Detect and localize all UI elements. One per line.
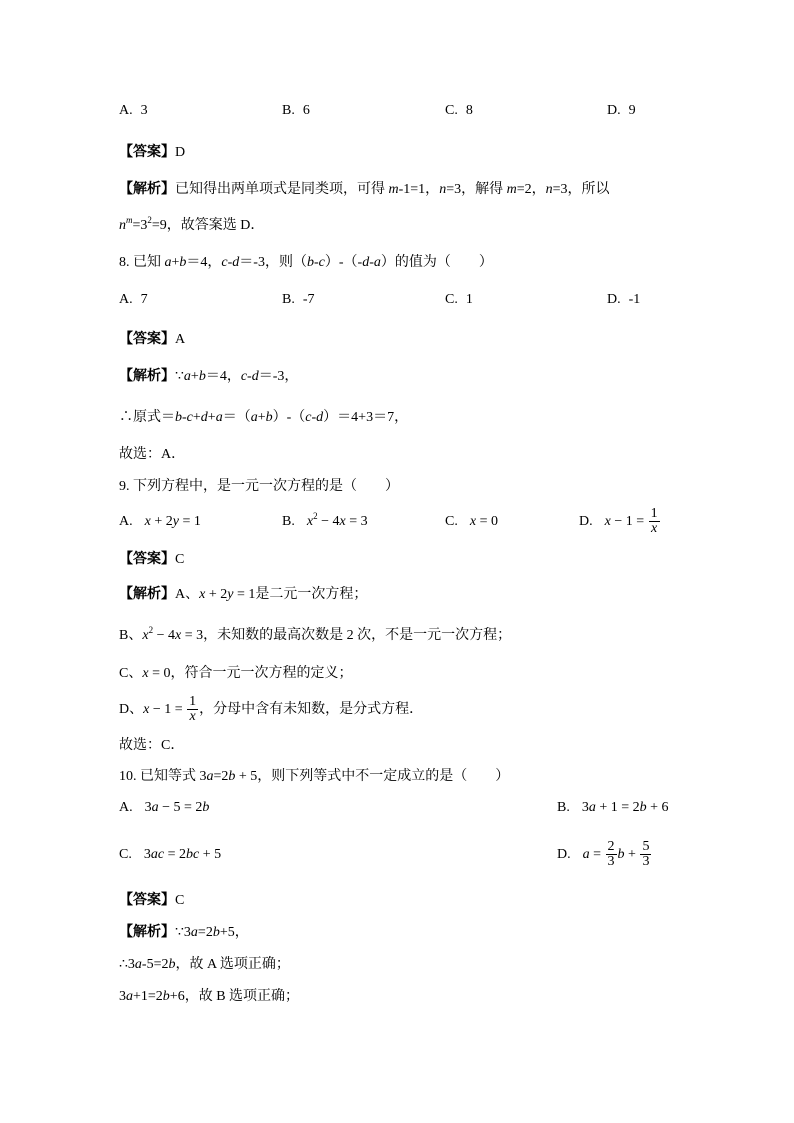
analysis-text: 故选：C． [119, 738, 185, 753]
math-text: + 2 [150, 514, 173, 529]
q8-analysis-line-1 [119, 368, 298, 386]
math-variable: x [306, 514, 314, 529]
analysis-tag: 【解析】 [119, 587, 175, 602]
fraction [187, 695, 198, 724]
analysis-text: + [190, 369, 199, 384]
stem-text: ）的值为（ ） [380, 255, 493, 270]
analysis-text: C、 [119, 666, 143, 681]
option-label: D. [607, 103, 621, 118]
math-text: = 1 [233, 587, 256, 602]
answer-value: C [175, 893, 185, 908]
analysis-text: -1=1， [398, 182, 440, 197]
q7-option-b [282, 102, 310, 120]
option-label: C. [445, 292, 458, 307]
fraction-numerator: 5 [642, 839, 650, 855]
q8-stem [119, 254, 493, 272]
analysis-text: ）-（ [272, 410, 306, 425]
q10-analysis-line-1 [119, 924, 249, 942]
q7-analysis-line-1 [119, 181, 610, 199]
stem-text: =2 [213, 769, 229, 784]
math-variable: c [221, 255, 228, 270]
q7-option-d [607, 102, 636, 120]
option-label: C. [119, 847, 132, 862]
math-variable: b [198, 369, 206, 384]
stem-text: ＝4， [186, 255, 222, 270]
math-text: − 1 = [610, 514, 648, 529]
analysis-text: - [247, 369, 252, 384]
analysis-text: 已知得出两单项式是同类项，可得 [175, 182, 389, 197]
answer-tag: 【答案】 [119, 145, 175, 160]
math-variable: b [202, 800, 210, 815]
math-text: + 5 [199, 847, 222, 862]
math-text: + [624, 847, 640, 862]
stem-text: 9. 下列方程中，是一元一次方程的是（ ） [119, 479, 399, 494]
option-label: B. [282, 103, 295, 118]
fraction [649, 507, 660, 536]
option-value: -1 [628, 292, 641, 307]
analysis-text: ，符合一元一次方程的定义； [170, 666, 353, 681]
stem-text: - [369, 255, 374, 270]
q8-option-b [282, 291, 315, 309]
math-variable: b [228, 769, 236, 784]
analysis-text: ，未知数的最高次数是 2 次，不是一元一次方程； [203, 628, 512, 643]
math-variable: b [212, 925, 220, 940]
math-text: + 1 = 2 [595, 800, 640, 815]
math-variable: b [168, 957, 176, 972]
option-label: B. [282, 514, 295, 529]
answer-value: C [175, 552, 185, 567]
option-value: 8 [465, 103, 473, 118]
math-text: = [589, 847, 605, 862]
analysis-text: =3，解得 [446, 182, 507, 197]
math-variable: c [186, 410, 193, 425]
math-variable: n [439, 182, 447, 197]
analysis-text: +6，故 B 选项正确； [169, 989, 300, 1004]
math-text: + 6 [646, 800, 669, 815]
analysis-text: ）＝4+3＝7， [323, 410, 409, 425]
fraction-denominator: x [651, 521, 658, 537]
math-variable: d [251, 369, 259, 384]
math-variable: m [388, 182, 399, 197]
math-variable: a [134, 957, 142, 972]
analysis-text: ＝（ [222, 410, 251, 425]
math-variable: x [143, 702, 150, 717]
q10-option-d [557, 837, 652, 873]
option-label: D. [557, 847, 571, 862]
stem-text: + 5，则下列等式中不一定成立的是（ ） [235, 769, 510, 784]
q9-analysis-line-2 [119, 627, 511, 645]
math-variable: a [183, 369, 191, 384]
math-variable: d [316, 410, 324, 425]
math-variable: d [232, 255, 240, 270]
option-label: A. [119, 103, 133, 118]
math-variable: a [588, 800, 596, 815]
analysis-text: =3 [132, 218, 148, 233]
math-variable: c [240, 369, 248, 384]
math-variable: a [215, 410, 223, 425]
math-variable: y [172, 514, 179, 529]
q9-analysis-line-4 [119, 692, 423, 728]
q7-option-c [445, 102, 473, 120]
analysis-tag: 【解析】 [119, 925, 175, 940]
math-text: = 3 [345, 514, 368, 529]
math-variable: y [227, 587, 234, 602]
q8-analysis-line-2 [119, 409, 408, 427]
math-variable: m [506, 182, 517, 197]
q10-analysis-line-3 [119, 988, 299, 1006]
math-variable: a [126, 989, 133, 1004]
analysis-text: 故选：A． [119, 447, 186, 462]
math-variable: d [362, 255, 370, 270]
fraction-numerator: 1 [189, 694, 197, 710]
analysis-text: +1=2 [133, 989, 163, 1004]
stem-text: 8. 已知 [119, 255, 165, 270]
math-variable: ac [150, 847, 165, 862]
q8-option-d [607, 291, 640, 309]
math-text: 3 [144, 800, 152, 815]
math-variable: a [373, 255, 381, 270]
analysis-text: + [257, 410, 266, 425]
stem-text: + [171, 255, 180, 270]
math-variable: c [305, 410, 312, 425]
option-label: A. [119, 514, 133, 529]
analysis-text: +5， [219, 925, 249, 940]
q8-option-a [119, 291, 148, 309]
option-label: D. [579, 514, 593, 529]
math-variable: a [250, 410, 258, 425]
fraction [606, 840, 617, 869]
q9-option-a [119, 504, 201, 540]
q7-analysis-line-2 [119, 217, 264, 235]
option-value: 6 [302, 103, 310, 118]
q10-stem [119, 768, 509, 786]
analysis-text: ∵3 [175, 925, 191, 940]
math-variable: b [162, 989, 170, 1004]
analysis-text: A、 [175, 587, 200, 602]
math-exponent: m [126, 215, 133, 225]
math-text: + 2 [205, 587, 228, 602]
stem-text: - [227, 255, 233, 270]
analysis-text: ，分母中含有未知数，是分式方程． [199, 702, 424, 717]
analysis-text: -5=2 [141, 957, 169, 972]
option-value: 3 [140, 103, 148, 118]
stem-text: ）-（- [324, 255, 363, 270]
q10-answer [119, 892, 184, 910]
math-variable: a [190, 925, 198, 940]
math-text: 3 [143, 847, 151, 862]
math-variable: c [318, 255, 325, 270]
math-variable: bc [185, 847, 200, 862]
math-exponent: 2 [148, 625, 154, 635]
answer-tag: 【答案】 [119, 552, 175, 567]
math-variable: x [142, 666, 149, 681]
math-variable: x [604, 514, 611, 529]
math-variable: x [199, 587, 206, 602]
answer-tag: 【答案】 [119, 332, 175, 347]
math-variable: a [164, 255, 172, 270]
option-label: A. [119, 800, 133, 815]
fraction-numerator: 1 [650, 506, 658, 522]
q10-option-c [119, 837, 221, 873]
option-label: D. [607, 292, 621, 307]
q8-option-c [445, 291, 473, 309]
analysis-tag: 【解析】 [119, 369, 175, 384]
math-variable: b [306, 255, 314, 270]
math-variable: x [142, 628, 149, 643]
q8-answer [119, 331, 185, 349]
analysis-text: ＝4， [205, 369, 241, 384]
analysis-text: ∴3 [119, 957, 135, 972]
fraction-numerator: 2 [607, 839, 615, 855]
q7-option-a [119, 102, 148, 120]
q10-analysis-line-2 [119, 956, 290, 974]
option-label: C. [445, 514, 458, 529]
option-label: B. [282, 292, 295, 307]
math-text: − 1 = [149, 702, 187, 717]
q9-analysis-line-3 [119, 665, 352, 683]
option-label: B. [557, 800, 570, 815]
fraction-denominator: 3 [607, 854, 615, 870]
math-variable: x [144, 514, 151, 529]
option-value: 9 [628, 103, 636, 118]
q9-option-d [579, 504, 661, 540]
answer-value: A [175, 332, 186, 347]
analysis-text: D、 [119, 702, 144, 717]
math-text: 3 [581, 800, 589, 815]
answer-tag: 【答案】 [119, 893, 175, 908]
analysis-text: =2 [197, 925, 213, 940]
analysis-text: ＝-3， [258, 369, 299, 384]
stem-text: ＝-3，则（ [239, 255, 307, 270]
math-variable: b [639, 800, 647, 815]
q9-option-b [282, 504, 368, 540]
q9-answer [119, 551, 184, 569]
option-label: A. [119, 292, 133, 307]
analysis-text: - [182, 410, 187, 425]
math-variable: b [175, 410, 182, 425]
analysis-text: + [207, 410, 216, 425]
analysis-text: 是二元一次方程； [255, 587, 368, 602]
q9-analysis-line-5 [119, 737, 184, 755]
math-exponent: 2 [313, 511, 318, 521]
q9-option-c [445, 504, 498, 540]
analysis-text: B、 [119, 628, 143, 643]
math-text: − 4 [317, 514, 340, 529]
analysis-text: 3 [119, 989, 126, 1004]
math-variable: a [151, 800, 159, 815]
q10-option-b [557, 799, 669, 817]
math-variable: a [582, 847, 590, 862]
analysis-text: + [192, 410, 201, 425]
math-variable: x [339, 514, 346, 529]
math-text: = 0 [148, 666, 171, 681]
fraction-denominator: 3 [642, 854, 650, 870]
analysis-text: =3，所以 [552, 182, 610, 197]
q9-stem [119, 478, 399, 496]
q9-analysis-line-1 [119, 586, 367, 604]
math-text: = 1 [178, 514, 201, 529]
option-label: C. [445, 103, 458, 118]
q7-answer [119, 144, 185, 162]
math-variable: x [174, 628, 182, 643]
math-text: = 3 [181, 628, 204, 643]
math-variable: n [545, 182, 553, 197]
fraction [640, 840, 651, 869]
math-text: = 2 [164, 847, 186, 862]
analysis-text: ∴原式＝ [119, 410, 175, 425]
math-text: = 0 [476, 514, 498, 529]
analysis-text: - [311, 410, 317, 425]
option-value: -7 [302, 292, 315, 307]
math-variable: n [119, 218, 126, 233]
analysis-text: ∵ [175, 369, 184, 384]
math-text: − 4 [153, 628, 175, 643]
analysis-tag: 【解析】 [119, 182, 175, 197]
math-variable: b [179, 255, 187, 270]
analysis-text: ，故 A 选项正确； [175, 957, 290, 972]
stem-text: - [313, 255, 319, 270]
option-value: 7 [140, 292, 148, 307]
math-variable: b [617, 847, 625, 862]
math-variable: x [469, 514, 477, 529]
answer-value: D [175, 145, 186, 160]
math-text: − 5 = 2 [158, 800, 203, 815]
fraction-denominator: x [189, 709, 196, 725]
math-exponent: 2 [147, 215, 152, 225]
math-variable: b [265, 410, 273, 425]
math-variable: a [206, 769, 214, 784]
analysis-text: =9，故答案选 D． [151, 218, 265, 233]
q10-option-a [119, 799, 209, 817]
option-value: 1 [465, 292, 473, 307]
analysis-text: =2， [516, 182, 546, 197]
stem-text: 10. 已知等式 3 [119, 769, 207, 784]
q8-analysis-line-3 [119, 446, 185, 464]
math-variable: d [200, 410, 208, 425]
